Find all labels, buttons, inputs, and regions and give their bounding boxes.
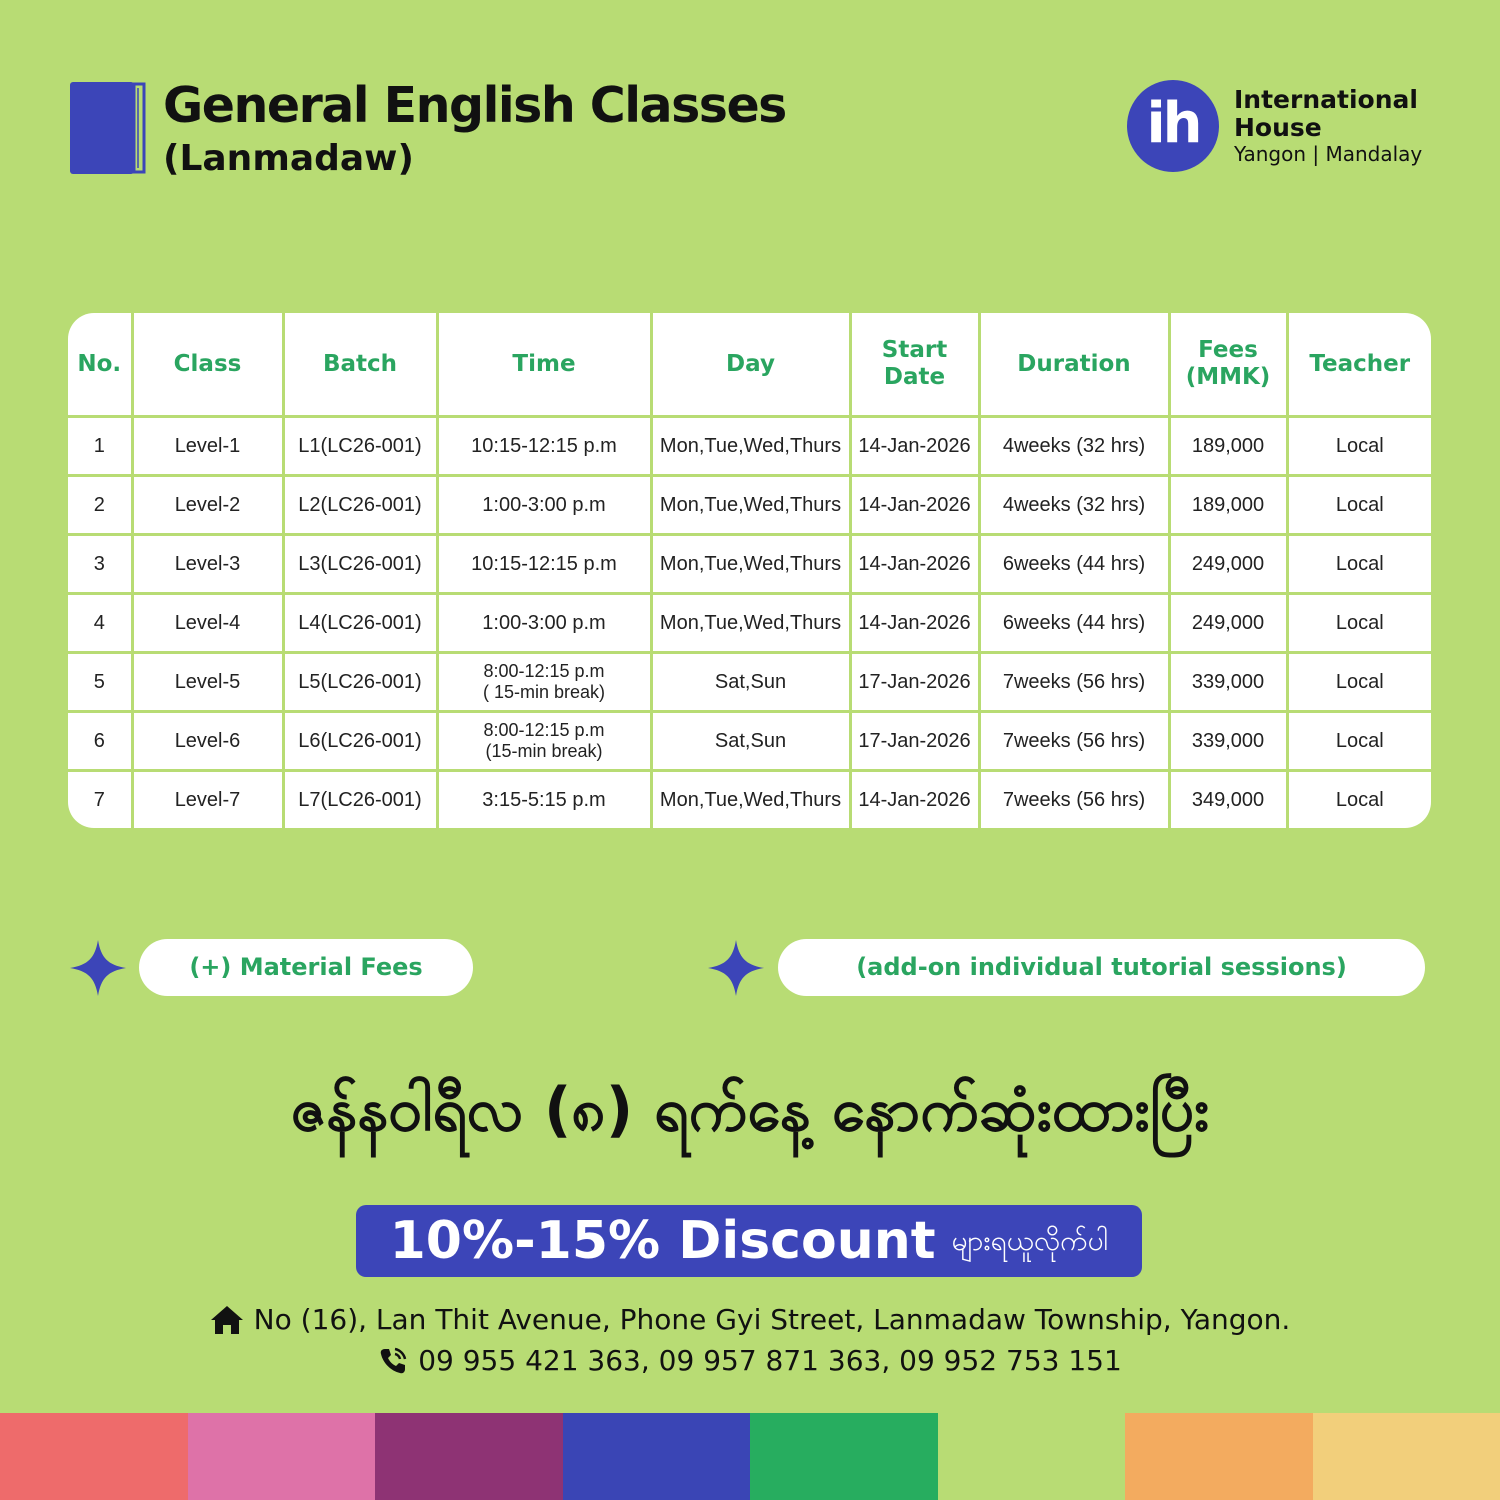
cell-class: Level-4 xyxy=(132,594,283,653)
phone-icon xyxy=(378,1346,408,1376)
discount-amount: 10%-15% Discount xyxy=(389,1211,936,1271)
cell-fees: 339,000 xyxy=(1169,653,1287,712)
color-stripe xyxy=(1313,1413,1500,1500)
address-text: No (16), Lan Thit Avenue, Phone Gyi Street, Lanmadaw Township, Yangon. xyxy=(253,1303,1291,1336)
phone-numbers: 09 955 421 363, 09 957 871 363, 09 952 753 151 xyxy=(418,1344,1122,1377)
page-title: General English Classes xyxy=(163,77,786,134)
home-icon xyxy=(210,1305,244,1335)
logo-cities: Yangon | Mandalay xyxy=(1234,142,1423,166)
cell-no: 1 xyxy=(68,417,132,476)
cell-teacher: Local xyxy=(1287,594,1431,653)
cell-fees: 339,000 xyxy=(1169,712,1287,771)
cell-start-date: 14-Jan-2026 xyxy=(850,476,979,535)
table-row xyxy=(68,594,1431,653)
page-subtitle: (Lanmadaw) xyxy=(163,138,414,179)
table-row xyxy=(68,476,1431,535)
cell-batch: L2(LC26-001) xyxy=(283,476,437,535)
cell-fees: 249,000 xyxy=(1169,535,1287,594)
cell-batch: L3(LC26-001) xyxy=(283,535,437,594)
logo-name-line1: International xyxy=(1234,85,1418,114)
cell-fees: 349,000 xyxy=(1169,771,1287,829)
header-no: No. xyxy=(68,313,132,417)
cell-duration: 4weeks (32 hrs) xyxy=(979,417,1169,476)
table-row xyxy=(68,712,1431,771)
cell-start-date: 14-Jan-2026 xyxy=(850,535,979,594)
cell-day: Mon,Tue,Wed,Thurs xyxy=(651,476,850,535)
color-stripe xyxy=(563,1413,751,1500)
book-icon xyxy=(68,80,148,176)
cell-class: Level-1 xyxy=(132,417,283,476)
cell-start-date: 14-Jan-2026 xyxy=(850,771,979,829)
header-fees: Fees (MMK) xyxy=(1169,313,1287,417)
cell-time: 3:15-5:15 p.m xyxy=(437,771,651,829)
material-fees-note: (+) Material Fees xyxy=(139,939,473,996)
cell-day: Mon,Tue,Wed,Thurs xyxy=(651,771,850,829)
table-row xyxy=(68,653,1431,712)
cell-no: 7 xyxy=(68,771,132,829)
discount-banner xyxy=(356,1205,1142,1277)
cell-day: Mon,Tue,Wed,Thurs xyxy=(651,417,850,476)
cell-duration: 4weeks (32 hrs) xyxy=(979,476,1169,535)
cell-no: 6 xyxy=(68,712,132,771)
cell-no: 5 xyxy=(68,653,132,712)
color-stripe xyxy=(1125,1413,1313,1500)
color-stripe-bar xyxy=(0,1413,1500,1500)
cell-class: Level-7 xyxy=(132,771,283,829)
cell-start-date: 17-Jan-2026 xyxy=(850,653,979,712)
cell-batch: L7(LC26-001) xyxy=(283,771,437,829)
color-stripe xyxy=(188,1413,376,1500)
cell-time: 1:00-3:00 p.m xyxy=(437,476,651,535)
cell-batch: L4(LC26-001) xyxy=(283,594,437,653)
cell-day: Sat,Sun xyxy=(651,712,850,771)
logo-name-line2: House xyxy=(1234,113,1322,142)
cell-teacher: Local xyxy=(1287,653,1431,712)
cell-teacher: Local xyxy=(1287,771,1431,829)
cell-class: Level-5 xyxy=(132,653,283,712)
phone-line xyxy=(0,1343,1500,1379)
cell-day: Mon,Tue,Wed,Thurs xyxy=(651,594,850,653)
cell-no: 2 xyxy=(68,476,132,535)
cell-start-date: 14-Jan-2026 xyxy=(850,594,979,653)
ih-logo-mark: ih xyxy=(1127,80,1219,172)
cell-no: 3 xyxy=(68,535,132,594)
header-teacher: Teacher xyxy=(1287,313,1431,417)
cell-time: 1:00-3:00 p.m xyxy=(437,594,651,653)
cell-fees: 249,000 xyxy=(1169,594,1287,653)
header-batch: Batch xyxy=(283,313,437,417)
cell-batch: L6(LC26-001) xyxy=(283,712,437,771)
cell-teacher: Local xyxy=(1287,476,1431,535)
address-line xyxy=(0,1302,1500,1338)
cell-class: Level-2 xyxy=(132,476,283,535)
cell-time: 8:00-12:15 p.m (15-min break) xyxy=(437,712,651,771)
cell-start-date: 14-Jan-2026 xyxy=(850,417,979,476)
table-row xyxy=(68,535,1431,594)
cell-teacher: Local xyxy=(1287,535,1431,594)
cell-duration: 7weeks (56 hrs) xyxy=(979,653,1169,712)
cell-start-date: 17-Jan-2026 xyxy=(850,712,979,771)
cell-time: 8:00-12:15 p.m ( 15-min break) xyxy=(437,653,651,712)
cell-day: Mon,Tue,Wed,Thurs xyxy=(651,535,850,594)
header-day: Day xyxy=(651,313,850,417)
sparkle-star-icon xyxy=(706,938,766,998)
cell-fees: 189,000 xyxy=(1169,476,1287,535)
sparkle-star-icon xyxy=(68,938,128,998)
cell-duration: 7weeks (56 hrs) xyxy=(979,771,1169,829)
discount-cta: များရယူလိုက်ပါ xyxy=(951,1224,1109,1257)
cell-class: Level-6 xyxy=(132,712,283,771)
cell-day: Sat,Sun xyxy=(651,653,850,712)
cell-time: 10:15-12:15 p.m xyxy=(437,535,651,594)
cell-teacher: Local xyxy=(1287,417,1431,476)
tutorial-sessions-note: (add-on individual tutorial sessions) xyxy=(778,939,1425,996)
color-stripe xyxy=(938,1413,1126,1500)
cell-class: Level-3 xyxy=(132,535,283,594)
cell-duration: 7weeks (56 hrs) xyxy=(979,712,1169,771)
cell-batch: L5(LC26-001) xyxy=(283,653,437,712)
cell-batch: L1(LC26-001) xyxy=(283,417,437,476)
table-row xyxy=(68,771,1431,829)
table-row xyxy=(68,417,1431,476)
cell-duration: 6weeks (44 hrs) xyxy=(979,535,1169,594)
cell-no: 4 xyxy=(68,594,132,653)
color-stripe xyxy=(750,1413,938,1500)
cell-fees: 189,000 xyxy=(1169,417,1287,476)
cell-teacher: Local xyxy=(1287,712,1431,771)
header-duration: Duration xyxy=(979,313,1169,417)
deadline-headline: ဇန်နဝါရီလ (၈) ရက်နေ့ နောက်ဆုံးထားပြီး xyxy=(290,1075,1210,1145)
table-header-row xyxy=(68,313,1431,417)
cell-time: 10:15-12:15 p.m xyxy=(437,417,651,476)
color-stripe xyxy=(375,1413,563,1500)
color-stripe xyxy=(0,1413,188,1500)
cell-duration: 6weeks (44 hrs) xyxy=(979,594,1169,653)
header-start-date: Start Date xyxy=(850,313,979,417)
header-time: Time xyxy=(437,313,651,417)
schedule-table xyxy=(68,313,1431,828)
header-class: Class xyxy=(132,313,283,417)
